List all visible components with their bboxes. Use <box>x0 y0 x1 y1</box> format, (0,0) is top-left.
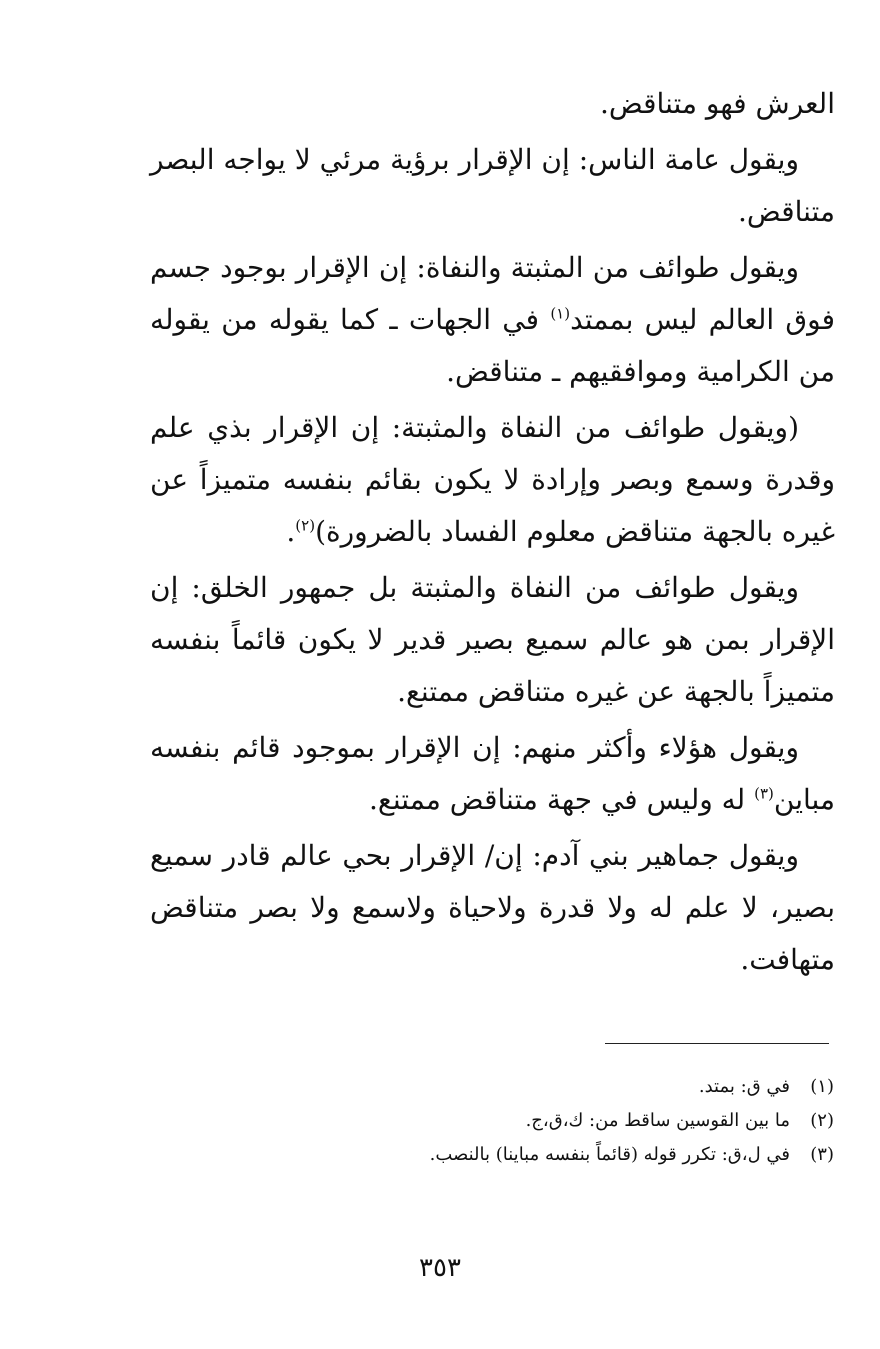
paragraph-6 <box>150 722 835 826</box>
paragraph-7: ويقول جماهير بني آدم: إن/ الإقرار بحي عالم قادر سميع بصير، لا علم له ولا قدرة ولاحياة ولاسمع ولا بصر متناقض متهافت. <box>150 839 835 976</box>
paragraph-3-part-2: في الجهات ـ كما يقوله من يقوله من الكرامية وموافقيهم ـ متناقض. <box>150 303 835 388</box>
footnote-ref-1: (١) <box>550 304 571 323</box>
paragraph-6-part-1: ويقول هؤلاء وأكثر منهم: إن الإقرار بموجود قائم بنفسه مباين <box>150 731 835 816</box>
paragraph-5: ويقول طوائف من النفاة والمثبتة بل جمهور الخلق: إن الإقرار بمن هو عالم سميع بصير قدير لا يكون قائماً بنفسه متميزاً بالجهة عن غيره متناقض ممتنع. <box>150 571 835 708</box>
paragraph-6-part-2: له وليس في جهة متناقض ممتنع. <box>369 783 755 816</box>
footnote-3 <box>300 1138 834 1172</box>
paragraph-4-part-1: (ويقول طوائف من النفاة والمثبتة: إن الإقرار بذي علم وقدرة وسمع وبصر وإرادة لا يكون بقائم بنفسه متميزاً عن غيره بالجهة متناقض معلوم الفساد بالضرورة) <box>150 411 835 548</box>
paragraph-4 <box>150 402 835 558</box>
footnote-number: (٣) <box>810 1144 834 1165</box>
paragraph-4-part-2: . <box>286 515 296 548</box>
footnote-number: (٢) <box>810 1110 834 1131</box>
footnote-1 <box>300 1070 834 1104</box>
footnote-text: في ق: بمتد. <box>698 1076 790 1097</box>
paragraph-3-part-1: ويقول طوائف من المثبتة والنفاة: إن الإقرار بوجود جسم فوق العالم ليس بممتد <box>150 251 835 336</box>
footnote-separator <box>605 1043 829 1044</box>
footnote-2 <box>300 1104 834 1138</box>
footnote-text: ما بين القوسين ساقط من: ك،ق،ج. <box>525 1110 790 1131</box>
paragraph-1: العرش فهو متناقض. <box>599 87 835 120</box>
page-number: ٣٥٣ <box>419 1253 461 1283</box>
footnote-ref-3: (٣) <box>754 784 774 803</box>
paragraph-2: ويقول عامة الناس: إن الإقرار برؤية مرئي لا يواجه البصر متناقض. <box>150 143 835 228</box>
paragraph-3 <box>150 242 835 398</box>
footnote-text: في ل،ق: تكرر قوله (قائماً بنفسه مباينا) بالنصب. <box>429 1144 790 1165</box>
footnote-ref-2: (٢) <box>295 516 316 535</box>
footnotes <box>300 1070 834 1172</box>
main-text <box>150 78 835 990</box>
footnote-number: (١) <box>810 1076 834 1097</box>
